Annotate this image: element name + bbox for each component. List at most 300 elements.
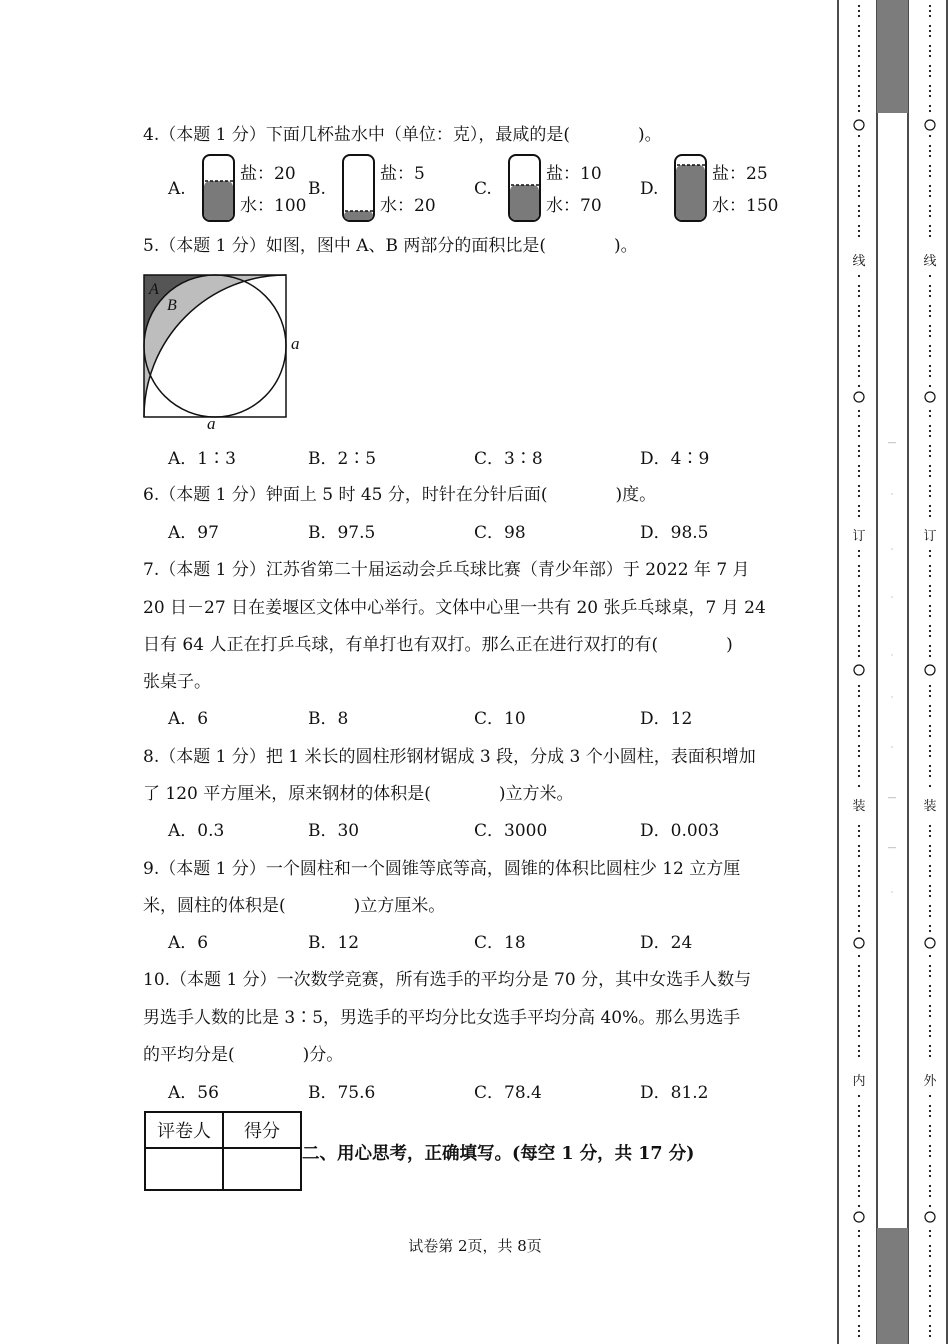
q8-line: 了 120 平方厘米，原来钢材的体积是( )立方米。: [143, 784, 574, 804]
dot-mark: [858, 845, 860, 847]
svg-text:·: ·: [890, 490, 894, 500]
circle-marker-icon: [925, 392, 935, 402]
dot-mark: [858, 725, 860, 727]
dot-mark: [858, 490, 860, 492]
dot-mark: [929, 1205, 931, 1207]
grader-cell[interactable]: [145, 1148, 223, 1190]
dot-mark: [929, 155, 931, 157]
dot-mark: [858, 335, 860, 337]
dot-mark: [858, 1105, 860, 1107]
q9-option[interactable]: A．6: [168, 933, 209, 953]
dot-mark: [858, 990, 860, 992]
dot-mark: [858, 350, 860, 352]
q4-option-letter: B.: [308, 179, 326, 199]
dot-mark: [929, 575, 931, 577]
dot-mark: [858, 1150, 860, 1152]
dot-mark: [929, 145, 931, 147]
q10-option[interactable]: D．81.2: [640, 1083, 709, 1103]
strip-label: 装: [852, 799, 866, 814]
strip-label: 外: [923, 1074, 937, 1089]
dot-mark: [858, 215, 860, 217]
dot-mark: [929, 630, 931, 632]
dot-mark: [858, 1045, 860, 1047]
dot-mark: [858, 70, 860, 72]
dot-mark: [858, 565, 860, 567]
dot-mark: [858, 970, 860, 972]
dot-mark: [929, 415, 931, 417]
q4-option-letter: C.: [474, 179, 492, 199]
dot-mark: [858, 1330, 860, 1332]
dot-mark: [929, 435, 931, 437]
dot-mark: [858, 615, 860, 617]
dot-mark: [929, 1295, 931, 1297]
dot-mark: [858, 650, 860, 652]
dot-mark: [858, 870, 860, 872]
dot-mark: [929, 515, 931, 517]
dot-mark: [929, 605, 931, 607]
dot-mark: [858, 285, 860, 287]
q6-stem: 6.（本题 1 分）钟面上 5 时 45 分，时针在分针后面( )度。: [143, 485, 657, 505]
dot-mark: [929, 1285, 931, 1287]
dot-mark: [858, 475, 860, 477]
dot-mark: [858, 610, 860, 612]
dot-mark: [858, 625, 860, 627]
svg-text:·: ·: [890, 888, 894, 898]
circle-marker-icon: [925, 120, 935, 130]
dot-mark: [929, 915, 931, 917]
dot-mark: [858, 655, 860, 657]
dot-mark: [858, 825, 860, 827]
dot-mark: [858, 1290, 860, 1292]
dot-mark: [858, 550, 860, 552]
dot-mark: [929, 875, 931, 877]
dot-mark: [929, 365, 931, 367]
dot-mark: [929, 725, 931, 727]
dot-mark: [858, 555, 860, 557]
dot-mark: [929, 770, 931, 772]
dot-mark: [858, 635, 860, 637]
dot-mark: [929, 655, 931, 657]
q5-figure: [140, 270, 315, 435]
dot-mark: [929, 1270, 931, 1272]
dot-mark: [858, 1125, 860, 1127]
dot-mark: [858, 375, 860, 377]
dot-mark: [858, 1195, 860, 1197]
beaker-icon: [674, 153, 708, 225]
dot-mark: [858, 765, 860, 767]
dot-mark: [929, 1150, 931, 1152]
dot-mark: [929, 710, 931, 712]
dot-mark: [929, 1145, 931, 1147]
dot-mark: [929, 690, 931, 692]
dot-mark: [929, 1195, 931, 1197]
dot-mark: [929, 305, 931, 307]
q10-line: 男选手人数的比是 3∶5，男选手的平均分比女选手平均分高 40%。那么男选手: [143, 1008, 741, 1028]
dot-mark: [929, 1235, 931, 1237]
q7-option[interactable]: D．12: [640, 709, 693, 729]
dot-mark: [858, 1190, 860, 1192]
dot-mark: [858, 515, 860, 517]
dot-mark: [929, 995, 931, 997]
dot-mark: [929, 965, 931, 967]
dot-mark: [929, 1325, 931, 1327]
dot-mark: [929, 1045, 931, 1047]
dot-mark: [858, 1170, 860, 1172]
dot-mark: [929, 590, 931, 592]
dot-mark: [858, 1025, 860, 1027]
grader-header: 评卷人: [145, 1112, 223, 1148]
svg-text:—: —: [887, 843, 897, 853]
dot-mark: [929, 450, 931, 452]
q10-line: 10.（本题 1 分）一次数学竞赛，所有选手的平均分是 70 分，其中女选手人数与: [143, 970, 752, 990]
dot-mark: [858, 30, 860, 32]
dot-mark: [858, 1135, 860, 1137]
q8-option[interactable]: D．0.003: [640, 821, 720, 841]
dot-mark: [858, 430, 860, 432]
dot-mark: [929, 30, 931, 32]
dot-mark: [858, 1250, 860, 1252]
q9-option[interactable]: B．12: [308, 933, 360, 953]
dot-mark: [929, 750, 931, 752]
q9-option[interactable]: C．18: [474, 933, 526, 953]
dot-mark: [929, 1055, 931, 1057]
dot-mark: [858, 1165, 860, 1167]
dot-mark: [858, 110, 860, 112]
dot-mark: [929, 495, 931, 497]
dot-mark: [929, 755, 931, 757]
dot-mark: [858, 35, 860, 37]
dot-mark: [929, 315, 931, 317]
dot-mark: [929, 1035, 931, 1037]
q4-option-letter: A.: [168, 179, 186, 199]
dot-mark: [858, 750, 860, 752]
dot-mark: [929, 295, 931, 297]
dot-mark: [929, 1130, 931, 1132]
dot-mark: [929, 895, 931, 897]
dot-mark: [929, 1305, 931, 1307]
score-header: 得分: [223, 1112, 301, 1148]
dot-mark: [929, 610, 931, 612]
dot-mark: [929, 170, 931, 172]
dot-mark: [858, 235, 860, 237]
dot-mark: [858, 915, 860, 917]
dot-mark: [929, 905, 931, 907]
dot-mark: [929, 1010, 931, 1012]
dot-mark: [929, 50, 931, 52]
dot-mark: [858, 1055, 860, 1057]
score-cell[interactable]: [223, 1148, 301, 1190]
svg-text:—: —: [887, 438, 897, 448]
dot-mark: [858, 930, 860, 932]
dot-mark: [858, 1110, 860, 1112]
dot-mark: [929, 1315, 931, 1317]
q10-option[interactable]: C．78.4: [474, 1083, 542, 1103]
dot-mark: [929, 870, 931, 872]
dot-mark: [858, 470, 860, 472]
strip-label: 线: [923, 254, 937, 269]
dot-mark: [929, 1245, 931, 1247]
dot-mark: [858, 510, 860, 512]
q8-option[interactable]: C．3000: [474, 821, 548, 841]
dot-mark: [929, 485, 931, 487]
dot-mark: [858, 575, 860, 577]
dot-mark: [858, 105, 860, 107]
dot-mark: [929, 490, 931, 492]
strip-label: 订: [852, 529, 866, 544]
score-table: [144, 1111, 302, 1191]
dot-mark: [858, 975, 860, 977]
svg-text:·: ·: [890, 693, 894, 703]
svg-text:·: ·: [890, 651, 894, 661]
dot-mark: [858, 165, 860, 167]
dot-mark: [858, 570, 860, 572]
dot-mark: [858, 690, 860, 692]
dot-mark: [929, 185, 931, 187]
q7-option[interactable]: C．10: [474, 709, 526, 729]
dot-mark: [929, 585, 931, 587]
side-label-right: a: [291, 334, 300, 353]
dot-mark: [858, 965, 860, 967]
q8-option[interactable]: B．30: [308, 821, 360, 841]
q4-option-letter: D.: [640, 179, 659, 199]
dot-mark: [929, 855, 931, 857]
dot-mark: [929, 830, 931, 832]
dot-mark: [858, 450, 860, 452]
dot-mark: [858, 155, 860, 157]
label-a: A: [149, 281, 159, 298]
dot-mark: [858, 185, 860, 187]
dot-mark: [858, 830, 860, 832]
dot-mark: [858, 1310, 860, 1312]
dot-mark: [858, 1245, 860, 1247]
svg-text:—: —: [887, 793, 897, 803]
q8-line: 8.（本题 1 分）把 1 米长的圆柱形钢材锯成 3 段，分成 3 个小圆柱，表面积增加: [143, 747, 756, 767]
dot-mark: [858, 55, 860, 57]
dot-mark: [858, 355, 860, 357]
dot-mark: [929, 1230, 931, 1232]
dot-mark: [858, 865, 860, 867]
dot-mark: [858, 1155, 860, 1157]
dot-mark: [929, 370, 931, 372]
dot-mark: [858, 630, 860, 632]
dot-mark: [858, 770, 860, 772]
dot-mark: [929, 445, 931, 447]
dot-mark: [858, 85, 860, 87]
dot-mark: [858, 175, 860, 177]
dot-mark: [858, 310, 860, 312]
dot-mark: [858, 190, 860, 192]
dot-mark: [929, 910, 931, 912]
q5-stem: 5.（本题 1 分）如图，图中 A、B 两部分的面积比是( )。: [143, 236, 638, 256]
dot-mark: [858, 1325, 860, 1327]
beaker-icon: [202, 153, 236, 225]
q5-option[interactable]: D．4∶9: [640, 449, 710, 469]
side-label-bottom: a: [207, 414, 216, 433]
q6-option[interactable]: D．98.5: [640, 523, 709, 543]
dot-mark: [858, 370, 860, 372]
dot-mark: [858, 1230, 860, 1232]
dot-mark: [858, 365, 860, 367]
q7-line: 20 日－27 日在姜堰区文体中心举行。文体中心里一共有 20 张乒乓球桌，7 月 24: [143, 598, 766, 618]
strip-label: 内: [852, 1074, 866, 1089]
beaker-icon: [342, 153, 376, 225]
dot-mark: [929, 1165, 931, 1167]
dot-mark: [929, 705, 931, 707]
dot-mark: [858, 345, 860, 347]
dot-mark: [858, 905, 860, 907]
q4-water: 水：20: [380, 196, 436, 216]
q4-water: 水：70: [546, 196, 602, 216]
dot-mark: [858, 735, 860, 737]
circle-marker-icon: [854, 120, 864, 130]
q6-option[interactable]: B．97.5: [308, 523, 376, 543]
dot-mark: [858, 1335, 860, 1337]
dot-mark: [858, 505, 860, 507]
dot-mark: [929, 150, 931, 152]
dot-mark: [858, 730, 860, 732]
dot-mark: [858, 425, 860, 427]
q7-line: 张桌子。: [143, 672, 211, 692]
dot-mark: [929, 715, 931, 717]
dot-mark: [929, 885, 931, 887]
dot-mark: [858, 1275, 860, 1277]
q7-line: 日有 64 人正在打乒乓球，有单打也有双打。那么正在进行双打的有( ): [143, 635, 733, 655]
dot-mark: [858, 775, 860, 777]
dot-mark: [858, 1175, 860, 1177]
dot-mark: [929, 850, 931, 852]
dot-mark: [929, 890, 931, 892]
dot-mark: [858, 1285, 860, 1287]
dot-mark: [929, 625, 931, 627]
dot-mark: [929, 310, 931, 312]
dot-mark: [929, 1110, 931, 1112]
dot-mark: [858, 585, 860, 587]
section-2-heading: 二、用心思考，正确填写。(每空 1 分，共 17 分): [302, 1144, 695, 1164]
dot-mark: [858, 415, 860, 417]
dot-mark: [858, 595, 860, 597]
dot-mark: [858, 290, 860, 292]
strip-label: 装: [923, 799, 937, 814]
dot-mark: [858, 1115, 860, 1117]
dot-mark: [858, 65, 860, 67]
dot-mark: [858, 15, 860, 17]
dot-mark: [929, 1025, 931, 1027]
inner-dotted-column: [854, 5, 864, 1337]
dot-mark: [929, 835, 931, 837]
q7-option[interactable]: A．6: [168, 709, 209, 729]
dot-mark: [929, 1255, 931, 1257]
q5-option[interactable]: C．3∶8: [474, 449, 543, 469]
q6-option[interactable]: C．98: [474, 523, 526, 543]
dot-mark: [929, 645, 931, 647]
dot-mark: [929, 785, 931, 787]
dot-mark: [929, 215, 931, 217]
q5-option[interactable]: A．1∶3: [168, 449, 236, 469]
svg-text:·: ·: [890, 743, 894, 753]
q9-option[interactable]: D．24: [640, 933, 693, 953]
dot-mark: [858, 1185, 860, 1187]
dot-mark: [929, 550, 931, 552]
circle-marker-icon: [854, 1212, 864, 1222]
dot-mark: [858, 1010, 860, 1012]
dot-mark: [858, 605, 860, 607]
dot-mark: [858, 685, 860, 687]
dot-mark: [858, 445, 860, 447]
dot-mark: [929, 1030, 931, 1032]
dot-mark: [858, 10, 860, 12]
q9-line: 9.（本题 1 分）一个圆柱和一个圆锥等底等高，圆锥的体积比圆柱少 12 立方厘: [143, 859, 741, 879]
dot-mark: [858, 1005, 860, 1007]
q4-salt: 盐：25: [712, 164, 768, 184]
dot-mark: [858, 275, 860, 277]
q5-option[interactable]: B．2∶5: [308, 449, 377, 469]
dot-mark: [858, 1270, 860, 1272]
dot-mark: [858, 1305, 860, 1307]
q6-option[interactable]: A．97: [168, 523, 219, 543]
dot-mark: [929, 95, 931, 97]
dot-mark: [929, 845, 931, 847]
dot-mark: [929, 1310, 931, 1312]
dot-mark: [929, 45, 931, 47]
dot-mark: [929, 325, 931, 327]
dot-mark: [929, 1275, 931, 1277]
dot-mark: [858, 785, 860, 787]
dot-mark: [929, 975, 931, 977]
dot-mark: [858, 75, 860, 77]
dot-mark: [858, 755, 860, 757]
dot-mark: [929, 1250, 931, 1252]
dot-mark: [929, 1290, 931, 1292]
dot-mark: [858, 885, 860, 887]
dot-mark: [858, 1205, 860, 1207]
circle-marker-icon: [925, 938, 935, 948]
dot-mark: [929, 765, 931, 767]
dot-mark: [929, 990, 931, 992]
q10-option[interactable]: A．56: [168, 1083, 219, 1103]
dot-mark: [858, 850, 860, 852]
dot-mark: [929, 650, 931, 652]
q7-option[interactable]: B．8: [308, 709, 349, 729]
q10-option[interactable]: B．75.6: [308, 1083, 376, 1103]
dot-mark: [858, 875, 860, 877]
dot-mark: [929, 70, 931, 72]
dot-mark: [929, 695, 931, 697]
dot-mark: [929, 275, 931, 277]
outer-dotted-column: [925, 5, 935, 1337]
dot-mark: [929, 930, 931, 932]
dot-mark: [858, 90, 860, 92]
q8-option[interactable]: A．0.3: [168, 821, 225, 841]
dot-mark: [929, 475, 931, 477]
dot-mark: [929, 75, 931, 77]
dot-mark: [858, 385, 860, 387]
dot-mark: [929, 25, 931, 27]
dot-mark: [858, 835, 860, 837]
dot-mark: [858, 1235, 860, 1237]
dot-mark: [858, 330, 860, 332]
dot-mark: [858, 325, 860, 327]
dot-mark: [858, 590, 860, 592]
strip-label: 线: [852, 254, 866, 269]
q4-water: 水：100: [240, 196, 307, 216]
dot-mark: [858, 410, 860, 412]
dot-mark: [858, 1035, 860, 1037]
dot-mark: [858, 195, 860, 197]
dot-mark: [858, 95, 860, 97]
circle-marker-icon: [854, 392, 864, 402]
dot-mark: [858, 295, 860, 297]
dot-mark: [858, 705, 860, 707]
